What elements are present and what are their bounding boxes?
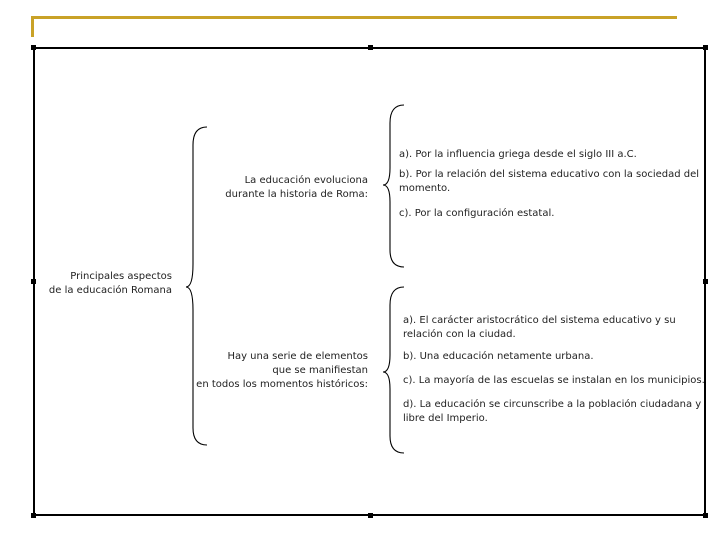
branch-1-item-a <box>399 148 637 162</box>
item-line: libre del Imperio. <box>403 413 488 424</box>
root-line: de la educación Romana <box>48 285 172 296</box>
branch-2-item-b <box>403 350 594 364</box>
item-line: c). Por la configuración estatal. <box>399 208 555 219</box>
brace-branch-2 <box>383 287 404 453</box>
item-line: momento. <box>399 183 451 194</box>
brace-main <box>186 127 207 445</box>
branch-2-item-c <box>403 374 705 388</box>
item-line: c). La mayoría de las escuelas se instalan en los municipios. <box>403 375 705 386</box>
branch-1-item-b <box>399 168 699 196</box>
branch-1-item-c <box>399 207 554 221</box>
label-line: durante la historia de Roma: <box>225 189 368 200</box>
branch-2-item-d <box>403 398 701 426</box>
label-line: Hay una serie de elementos <box>227 351 368 362</box>
label-line: en todos los momentos históricos: <box>196 379 368 390</box>
label-line: La educación evoluciona <box>244 175 368 186</box>
item-line: a). El carácter aristocrático del sistema educativo y su <box>403 315 676 326</box>
label-line: que se manifiestan <box>272 365 368 376</box>
branch-2-item-a <box>403 314 676 342</box>
branch-2-label <box>196 350 368 392</box>
item-line: d). La educación se circunscribe a la población ciudadana y <box>403 399 702 410</box>
item-line: b). Una educación netamente urbana. <box>403 351 594 362</box>
item-line: b). Por la relación del sistema educativo con la sociedad del <box>399 169 700 180</box>
item-line: a). Por la influencia griega desde el siglo III a.C. <box>399 149 637 160</box>
root-line: Principales aspectos <box>70 271 172 282</box>
root-node <box>49 270 172 298</box>
item-line: relación con la ciudad. <box>403 329 516 340</box>
branch-1-label <box>225 174 368 202</box>
